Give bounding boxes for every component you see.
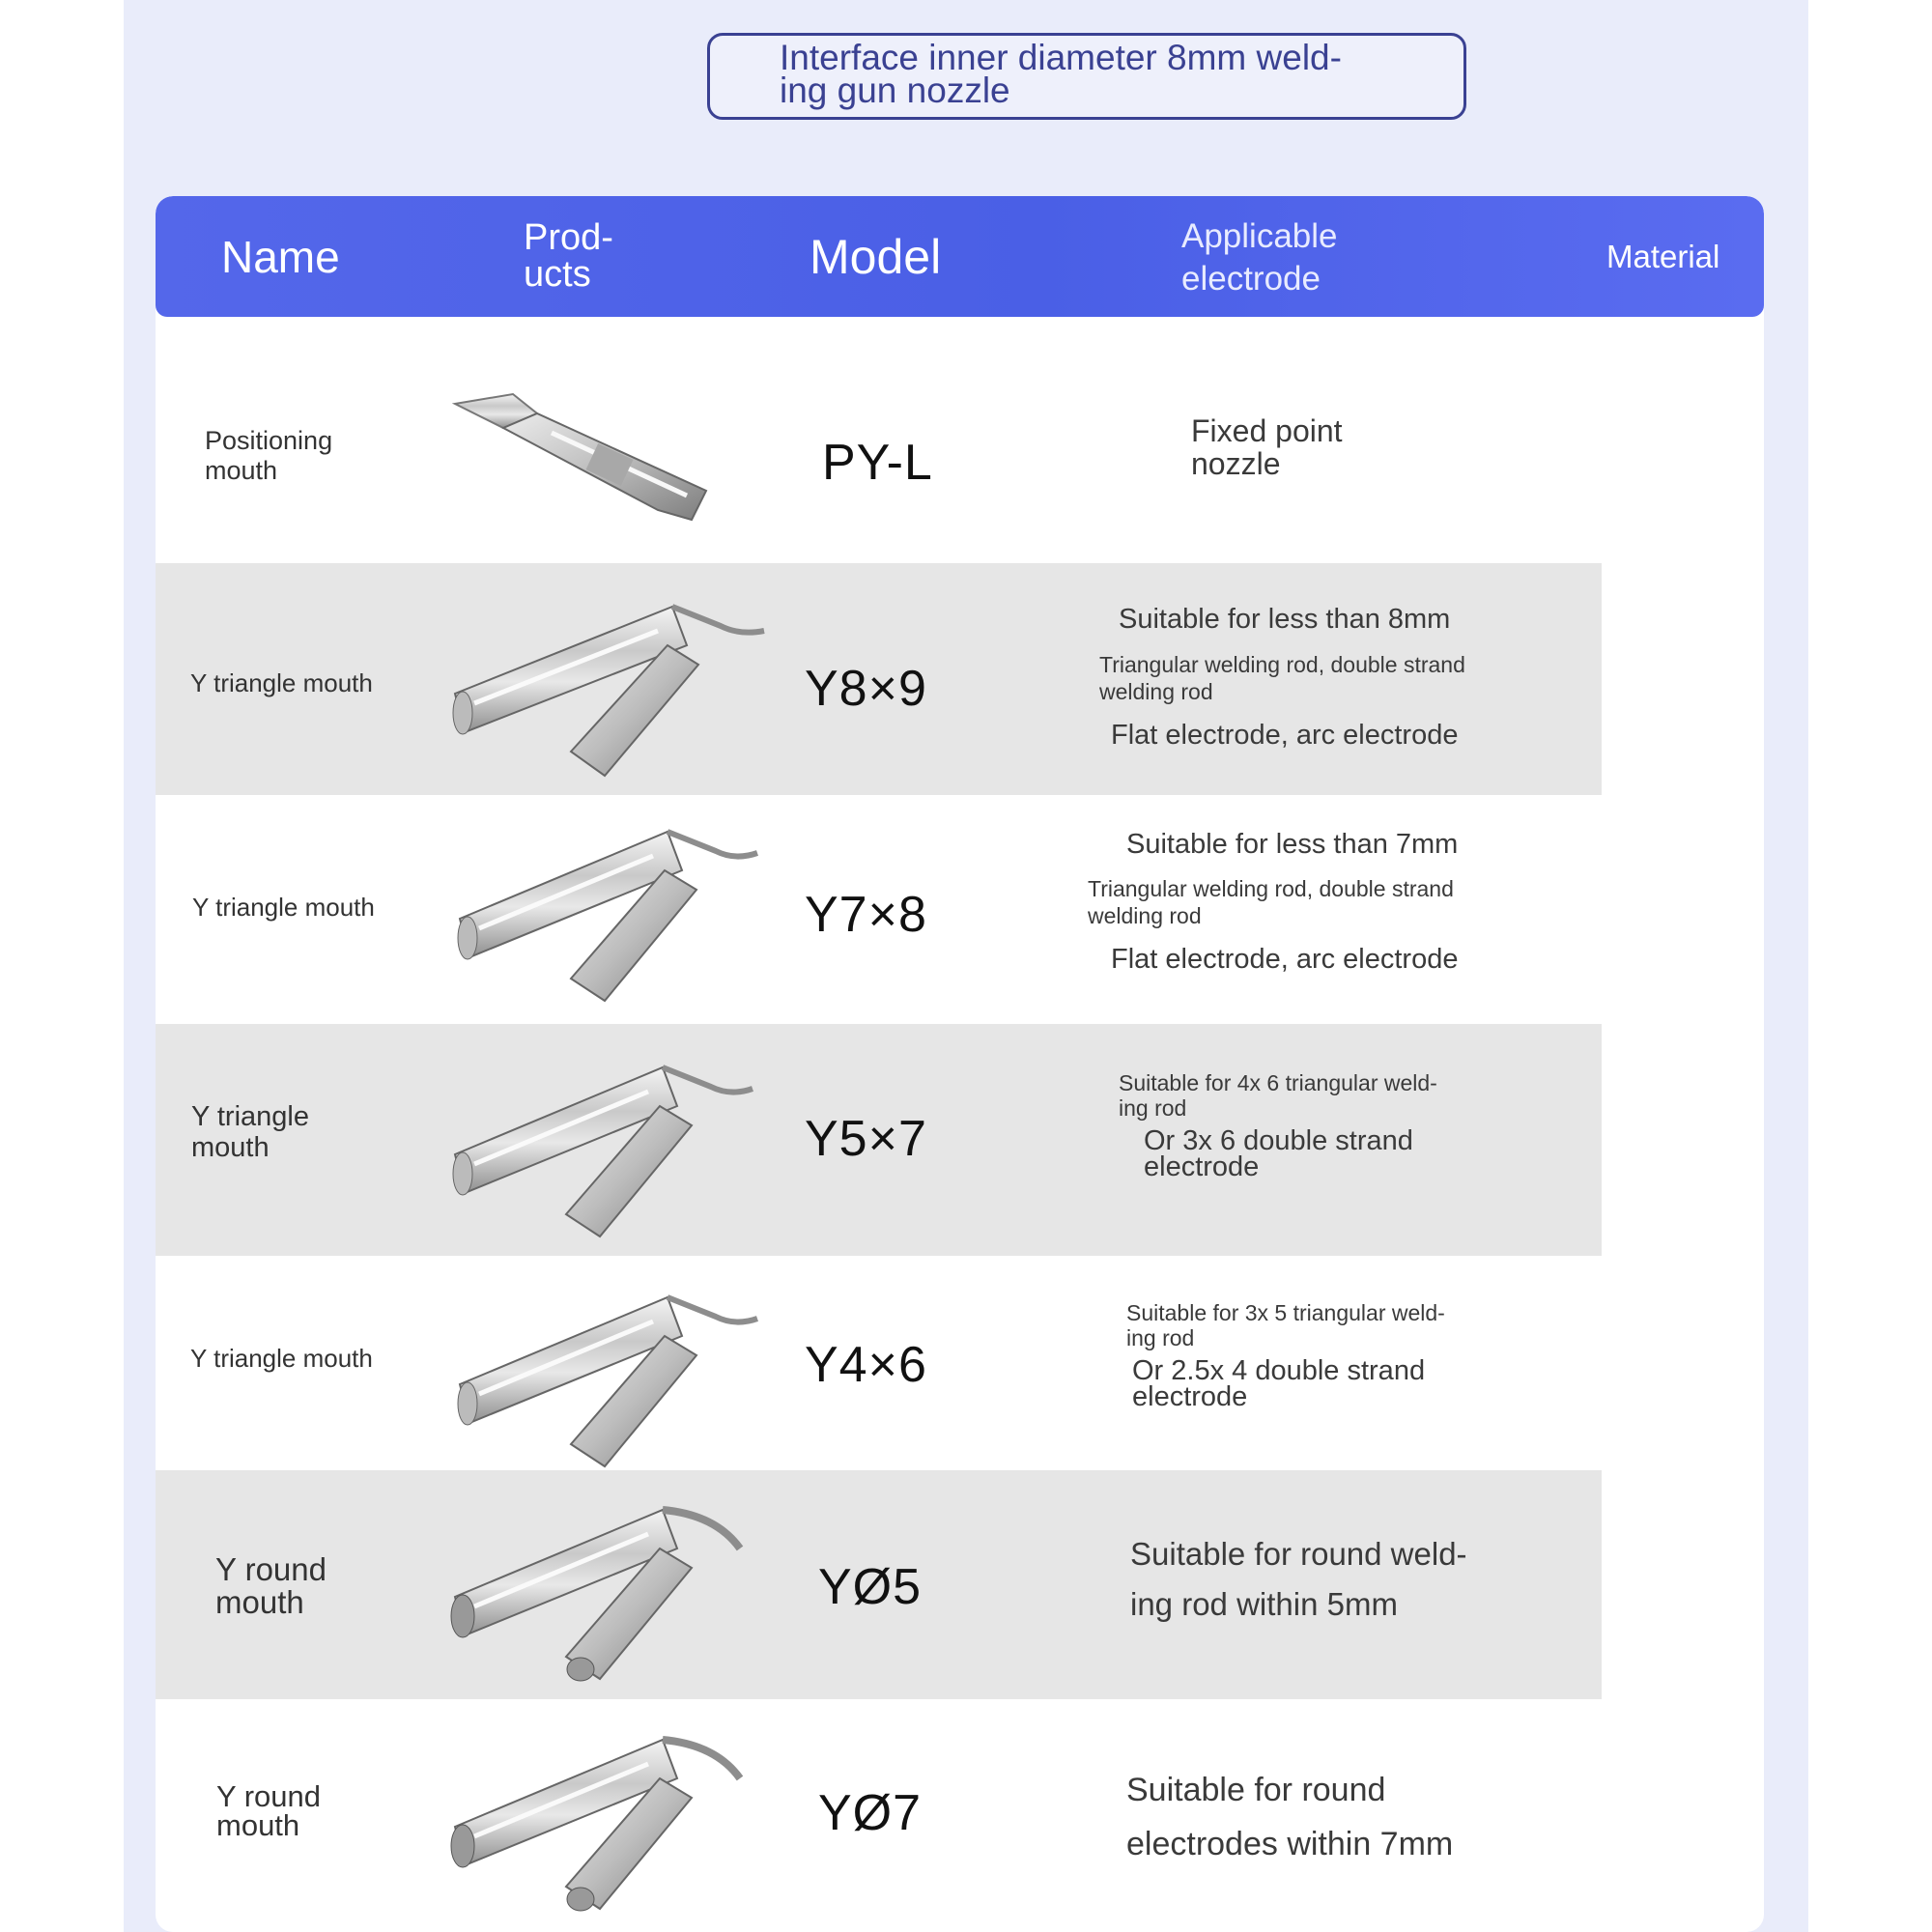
row-3-model: Y7×8	[805, 887, 927, 943]
row-1-electrode: Fixed point nozzle	[1191, 413, 1343, 481]
header-material: Material	[1606, 239, 1720, 274]
row-4-model: Y5×7	[805, 1111, 927, 1167]
table-row	[156, 1699, 1764, 1932]
y-nozzle-icon	[445, 1048, 764, 1241]
y-nozzle-icon	[445, 587, 774, 781]
y-round-nozzle-icon	[445, 1491, 764, 1684]
y-nozzle-icon	[450, 1278, 769, 1471]
y-nozzle-icon	[450, 812, 769, 1006]
row-4-name: Y triangle mouth	[191, 1101, 309, 1163]
row-6-electrode: Suitable for round weld- ing rod within 5mm	[1130, 1536, 1467, 1622]
row-2-electrode-line-3: Flat electrode, arc electrode	[1111, 720, 1459, 751]
row-1-name: Positioning mouth	[205, 426, 333, 485]
header-model: Model	[810, 230, 942, 284]
row-4-electrode-line-1: Suitable for 4x 6 triangular weld- ing rod	[1119, 1070, 1437, 1121]
row-5-electrode-line-2: Or 2.5x 4 double strand electrode	[1132, 1355, 1426, 1412]
row-3-name: Y triangle mouth	[192, 893, 375, 922]
header-name: Name	[221, 232, 340, 282]
positioning-nozzle-icon	[445, 375, 735, 529]
header-products: Prod- ucts	[524, 217, 613, 295]
row-5-model: Y4×6	[805, 1337, 927, 1393]
header-electrode: Applicable electrode	[1181, 217, 1338, 298]
row-6-model: YØ5	[818, 1559, 923, 1615]
row-7-model: YØ7	[818, 1785, 923, 1841]
row-2-electrode-line-2: Triangular welding rod, double strand welding rod	[1099, 652, 1465, 704]
row-4-electrode-line-2: Or 3x 6 double strand electrode	[1144, 1125, 1413, 1182]
row-3-electrode-line-3: Flat electrode, arc electrode	[1111, 944, 1459, 975]
page-title: Interface inner diameter 8mm weld- ing gun nozzle	[780, 38, 1342, 110]
y-round-nozzle-icon	[445, 1720, 764, 1914]
row-2-name: Y triangle mouth	[190, 668, 373, 697]
row-5-electrode-line-1: Suitable for 3x 5 triangular weld- ing rod	[1126, 1300, 1445, 1350]
row-7-electrode: Suitable for round electrodes within 7mm	[1126, 1772, 1454, 1862]
row-1-model: PY-L	[822, 435, 933, 491]
row-3-electrode-line-1: Suitable for less than 7mm	[1126, 829, 1459, 860]
spec-table	[156, 196, 1764, 1932]
row-2-model: Y8×9	[805, 661, 927, 717]
row-3-electrode-line-2: Triangular welding rod, double strand welding rod	[1088, 876, 1454, 928]
title-box	[707, 33, 1466, 120]
row-5-name: Y triangle mouth	[190, 1344, 373, 1373]
row-6-name: Y round mouth	[215, 1551, 327, 1620]
row-2-electrode-line-1: Suitable for less than 8mm	[1119, 604, 1451, 635]
table-header	[156, 196, 1764, 317]
row-7-name: Y round mouth	[216, 1779, 322, 1842]
